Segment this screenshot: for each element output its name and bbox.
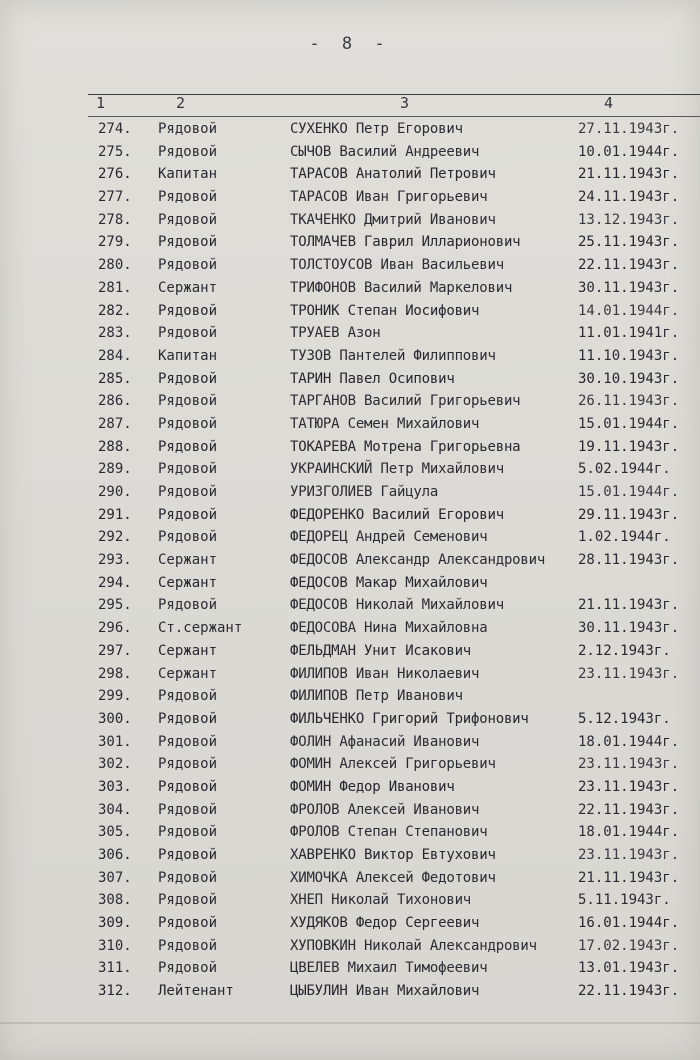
- table-row: [0, 821, 700, 844]
- row-date: 18.01.1944г.: [578, 824, 680, 841]
- row-rank: Рядовой: [158, 438, 218, 455]
- casualty-list: [0, 118, 700, 1003]
- row-date: 1.02.1944г.: [578, 529, 671, 546]
- row-date: 19.11.1943г.: [578, 438, 680, 455]
- row-full-name: ХУДЯКОВ Федор Сергеевич: [290, 915, 480, 932]
- column-header-date: 4: [604, 94, 614, 112]
- table-row: [0, 708, 700, 731]
- row-rank: Рядовой: [158, 325, 218, 342]
- row-date: 11.01.1941г.: [578, 325, 680, 342]
- row-date: 5.12.1943г.: [578, 710, 671, 727]
- table-row: [0, 980, 700, 1003]
- row-date: 22.11.1943г.: [578, 257, 680, 274]
- row-date: 21.11.1943г.: [578, 166, 680, 183]
- row-number: 285.: [98, 370, 132, 387]
- row-date: 16.01.1944г.: [578, 915, 680, 932]
- row-full-name: ХНЕП Николай Тихонович: [290, 892, 472, 909]
- row-number: 306.: [98, 847, 132, 863]
- row-number: 288.: [98, 438, 132, 455]
- table-row: [0, 141, 700, 164]
- table-row: [0, 663, 700, 686]
- row-full-name: ТРУАЕВ Азон: [290, 325, 381, 342]
- table-row: [0, 912, 700, 935]
- row-full-name: ФОМИН Федор Иванович: [290, 778, 455, 795]
- table-row: [0, 504, 700, 527]
- page-number: - 8 -: [309, 34, 391, 54]
- row-number: 291.: [98, 506, 132, 523]
- row-rank: Рядовой: [158, 688, 218, 705]
- row-full-name: ТРИФОНОВ Василий Маркелович: [290, 279, 513, 296]
- row-number: 302.: [98, 756, 132, 773]
- table-row: [0, 231, 700, 254]
- row-date: 21.11.1943г.: [578, 869, 680, 886]
- table-row: [0, 731, 700, 754]
- row-number: 299.: [98, 688, 132, 705]
- row-date: 17.02.1943г.: [578, 937, 680, 954]
- row-rank: Капитан: [158, 347, 218, 364]
- row-rank: Рядовой: [158, 710, 218, 727]
- table-row: [0, 322, 700, 345]
- row-full-name: СЫЧОВ Василий Андреевич: [290, 143, 480, 160]
- row-rank: Сержант: [158, 574, 218, 591]
- row-full-name: ЦВЕЛЕВ Михаил Тимофеевич: [290, 960, 488, 977]
- row-number: 305.: [98, 824, 132, 841]
- table-row: [0, 526, 700, 549]
- row-number: 287.: [98, 415, 132, 432]
- row-number: 278.: [98, 211, 132, 228]
- row-date: 29.11.1943г.: [578, 506, 680, 523]
- table-row: [0, 776, 700, 799]
- table-row: [0, 277, 700, 300]
- row-full-name: ТОЛМАЧЕВ Гаврил Илларионович: [290, 234, 521, 251]
- table-row: [0, 594, 700, 617]
- row-date: 14.01.1944г.: [578, 302, 680, 319]
- row-rank: Рядовой: [158, 892, 218, 909]
- row-rank: Лейтенант: [158, 983, 234, 1000]
- row-number: 294.: [98, 574, 132, 591]
- row-full-name: ФРОЛОВ Степан Степанович: [290, 824, 488, 841]
- row-rank: Рядовой: [158, 461, 218, 478]
- row-rank: Сержант: [158, 665, 218, 682]
- row-rank: Рядовой: [158, 778, 218, 795]
- row-full-name: ТУЗОВ Пантелей Филиппович: [290, 347, 496, 364]
- table-row: [0, 413, 700, 436]
- row-number: 295.: [98, 597, 132, 614]
- row-date: 5.02.1944г.: [578, 461, 671, 478]
- row-number: 311.: [98, 960, 132, 977]
- row-full-name: ТРОНИК Степан Иосифович: [290, 302, 480, 319]
- row-date: 27.11.1943г.: [578, 121, 680, 137]
- row-number: 290.: [98, 484, 132, 500]
- row-number: 280.: [98, 257, 132, 274]
- table-row: [0, 935, 700, 958]
- row-full-name: ТКАЧЕНКО Дмитрий Иванович: [290, 211, 496, 228]
- row-full-name: ХИМОЧКА Алексей Федотович: [290, 869, 496, 886]
- row-date: 22.11.1943г.: [578, 801, 680, 818]
- row-rank: Рядовой: [158, 529, 218, 546]
- table-row: [0, 345, 700, 368]
- row-number: 307.: [98, 869, 132, 886]
- row-rank: Рядовой: [158, 234, 218, 251]
- row-full-name: ХУПОВКИН Николай Александрович: [290, 937, 537, 954]
- row-date: 11.10.1943г.: [578, 347, 680, 364]
- row-number: 308.: [98, 892, 132, 909]
- row-rank: Рядовой: [158, 143, 218, 160]
- row-rank: Сержант: [158, 279, 218, 296]
- row-number: 309.: [98, 915, 132, 932]
- table-row: [0, 163, 700, 186]
- table-row: [0, 957, 700, 980]
- row-full-name: ТАТЮРА Семен Михайлович: [290, 415, 480, 432]
- row-full-name: ФИЛИПОВ Иван Николаевич: [290, 665, 480, 682]
- row-date: 23.11.1943г.: [578, 778, 680, 795]
- row-full-name: ФЕЛЬДМАН Унит Исакович: [290, 642, 472, 659]
- row-number: 304.: [98, 801, 132, 818]
- row-full-name: ТАРАСОВ Иван Григорьевич: [290, 189, 488, 206]
- row-number: 301.: [98, 733, 132, 750]
- table-row: [0, 458, 700, 481]
- row-number: 296.: [98, 620, 132, 637]
- row-number: 276.: [98, 166, 132, 183]
- row-date: 30.11.1943г.: [578, 279, 680, 296]
- row-number: 310.: [98, 937, 132, 954]
- row-full-name: ФОМИН Алексей Григорьевич: [290, 756, 496, 773]
- row-date: 2.12.1943г.: [578, 642, 671, 659]
- row-date: 22.11.1943г.: [578, 983, 680, 1000]
- table-row: [0, 640, 700, 663]
- row-number: 275.: [98, 143, 132, 160]
- row-rank: Рядовой: [158, 121, 218, 137]
- row-date: 30.11.1943г.: [578, 620, 680, 637]
- row-date: 30.10.1943г.: [578, 370, 680, 387]
- row-rank: Сержант: [158, 552, 218, 569]
- row-full-name: ХАВРЕНКО Виктор Евтухович: [290, 847, 496, 863]
- row-date: 13.01.1943г.: [578, 960, 680, 977]
- column-header-number: 1: [96, 94, 106, 112]
- row-rank: Рядовой: [158, 733, 218, 750]
- table-row: [0, 799, 700, 822]
- row-number: 293.: [98, 552, 132, 569]
- paper-fold: [0, 1022, 700, 1024]
- table-row: [0, 753, 700, 776]
- row-rank: Рядовой: [158, 370, 218, 387]
- table-row: [0, 481, 700, 504]
- row-date: 13.12.1943г.: [578, 211, 680, 228]
- row-full-name: ФЕДОСОВ Макар Михайлович: [290, 574, 488, 591]
- row-rank: Рядовой: [158, 847, 218, 863]
- row-full-name: ТАРАСОВ Анатолий Петрович: [290, 166, 496, 183]
- row-full-name: СУХЕНКО Петр Егорович: [290, 121, 463, 137]
- row-rank: Ст.сержант: [158, 620, 243, 637]
- table-row: [0, 617, 700, 640]
- row-full-name: ФЕДОСОВ Александр Александрович: [290, 552, 546, 569]
- row-rank: Рядовой: [158, 484, 218, 500]
- row-number: 297.: [98, 642, 132, 659]
- row-rank: Капитан: [158, 166, 218, 183]
- row-rank: Рядовой: [158, 302, 218, 319]
- row-date: 26.11.1943г.: [578, 393, 680, 410]
- row-number: 312.: [98, 983, 132, 1000]
- row-date: 23.11.1943г.: [578, 847, 680, 863]
- row-date: 18.01.1944г.: [578, 733, 680, 750]
- row-full-name: ТАРИН Павел Осипович: [290, 370, 455, 387]
- table-row: [0, 867, 700, 890]
- table-row: [0, 685, 700, 708]
- row-number: 277.: [98, 189, 132, 206]
- table-header-rule: [88, 116, 700, 117]
- table-row: [0, 572, 700, 595]
- row-rank: Рядовой: [158, 937, 218, 954]
- row-date: 5.11.1943г.: [578, 892, 671, 909]
- row-date: 24.11.1943г.: [578, 189, 680, 206]
- column-header-name: 3: [400, 94, 410, 112]
- table-row: [0, 118, 700, 141]
- row-full-name: УРИЗГОЛИЕВ Гайцула: [290, 484, 439, 500]
- row-full-name: ФЕДОРЕНКО Василий Егорович: [290, 506, 504, 523]
- row-rank: Рядовой: [158, 506, 218, 523]
- row-number: 279.: [98, 234, 132, 251]
- row-rank: Рядовой: [158, 824, 218, 841]
- row-number: 274.: [98, 121, 132, 137]
- row-date: 25.11.1943г.: [578, 234, 680, 251]
- row-full-name: ФЕДОСОВ Николай Михайлович: [290, 597, 504, 614]
- row-rank: Рядовой: [158, 915, 218, 932]
- row-rank: Рядовой: [158, 257, 218, 274]
- table-row: [0, 436, 700, 459]
- row-full-name: ФОЛИН Афанасий Иванович: [290, 733, 480, 750]
- table-row: [0, 300, 700, 323]
- row-rank: Рядовой: [158, 189, 218, 206]
- row-number: 283.: [98, 325, 132, 342]
- row-number: 300.: [98, 710, 132, 727]
- row-date: 15.01.1944г.: [578, 484, 680, 500]
- row-rank: Рядовой: [158, 393, 218, 410]
- row-number: 281.: [98, 279, 132, 296]
- row-number: 289.: [98, 461, 132, 478]
- row-rank: Рядовой: [158, 960, 218, 977]
- row-number: 286.: [98, 393, 132, 410]
- row-full-name: ТАРГАНОВ Василий Григорьевич: [290, 393, 521, 410]
- table-row: [0, 254, 700, 277]
- row-date: 21.11.1943г.: [578, 597, 680, 614]
- row-full-name: ФРОЛОВ Алексей Иванович: [290, 801, 480, 818]
- row-date: 23.11.1943г.: [578, 665, 680, 682]
- row-full-name: ФЕДОСОВА Нина Михайловна: [290, 620, 488, 637]
- row-date: 28.11.1943г.: [578, 552, 680, 569]
- row-number: 284.: [98, 347, 132, 364]
- row-rank: Рядовой: [158, 597, 218, 614]
- row-full-name: ЦЫБУЛИН Иван Михайлович: [290, 983, 480, 1000]
- table-row: [0, 186, 700, 209]
- row-full-name: ФИЛИПОВ Петр Иванович: [290, 688, 463, 705]
- row-rank: Рядовой: [158, 211, 218, 228]
- table-row: [0, 889, 700, 912]
- table-row: [0, 549, 700, 572]
- row-rank: Рядовой: [158, 869, 218, 886]
- row-rank: Рядовой: [158, 801, 218, 818]
- row-full-name: ТОКАРЕВА Мотрена Григорьевна: [290, 438, 521, 455]
- row-number: 303.: [98, 778, 132, 795]
- column-header-rank: 2: [176, 94, 186, 112]
- row-full-name: ФЕДОРЕЦ Андрей Семенович: [290, 529, 488, 546]
- row-number: 292.: [98, 529, 132, 546]
- row-full-name: ФИЛЬЧЕНКО Григорий Трифонович: [290, 710, 529, 727]
- table-row: [0, 209, 700, 232]
- table-row: [0, 844, 700, 867]
- row-number: 282.: [98, 302, 132, 319]
- row-full-name: ТОЛСТОУСОВ Иван Васильевич: [290, 257, 504, 274]
- row-number: 298.: [98, 665, 132, 682]
- row-date: 10.01.1944г.: [578, 143, 680, 160]
- row-date: 23.11.1943г.: [578, 756, 680, 773]
- table-row: [0, 390, 700, 413]
- row-rank: Рядовой: [158, 415, 218, 432]
- row-date: 15.01.1944г.: [578, 415, 680, 432]
- row-full-name: УКРАИНСКИЙ Петр Михайлович: [290, 461, 504, 478]
- row-rank: Сержант: [158, 642, 218, 659]
- row-rank: Рядовой: [158, 756, 218, 773]
- table-row: [0, 368, 700, 391]
